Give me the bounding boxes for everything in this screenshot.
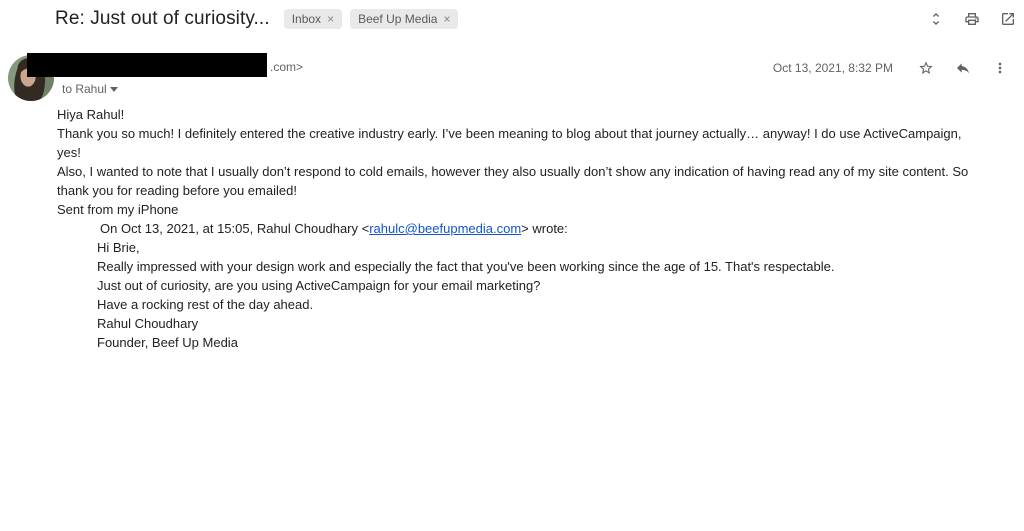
remove-label-icon[interactable]: × [443, 12, 451, 26]
message-header [0, 50, 1024, 105]
body-paragraph: Also, I wanted to note that I usually don’t respond to cold emails, however they also usually don’t show any indication of having read any of my site content. So thank you for reading before you emailed! [57, 164, 969, 198]
body-greeting: Hiya Rahul! [57, 107, 125, 122]
thread-toolbar [928, 11, 1020, 27]
quoted-email-link[interactable]: rahulc@beefupmedia.com [369, 221, 522, 236]
quoted-paragraph: Just out of curiosity, are you using ActiveCampaign for your email marketing? [97, 278, 541, 293]
attribution-suffix: > wrote: [521, 221, 568, 236]
signature-name: Rahul Choudhary [97, 316, 199, 331]
label-chip-text: Beef Up Media [358, 12, 438, 26]
attribution-prefix: On Oct 13, 2021, at 15:05, Rahul Choudhary < [100, 221, 370, 236]
label-chip-inbox[interactable] [284, 9, 342, 29]
print-icon[interactable] [964, 11, 980, 27]
open-in-new-window-icon[interactable] [1000, 11, 1016, 27]
label-chips [284, 9, 459, 29]
email-subject: Re: Just out of curiosity... [55, 8, 270, 29]
chevron-down-icon [110, 87, 118, 92]
recipient-details-toggle[interactable] [62, 82, 118, 96]
sent-from-line: Sent from my iPhone [57, 202, 179, 217]
more-options-icon[interactable] [992, 60, 1008, 76]
subject-bar [55, 8, 1020, 30]
label-chip-text: Inbox [291, 12, 322, 26]
quoted-message [57, 238, 985, 352]
star-icon[interactable] [918, 60, 934, 76]
reply-icon[interactable] [955, 60, 971, 76]
message-date: Oct 13, 2021, 8:32 PM [772, 61, 893, 75]
body-paragraph: Thank you so much! I definitely entered the creative industry early. I’ve been meaning to blog about that journey actually… anyway! I do use ActiveCampaign, yes! [57, 126, 962, 160]
signature-title: Founder, Beef Up Media [97, 335, 238, 350]
expand-all-icon[interactable] [928, 11, 944, 27]
quoted-signature [97, 314, 985, 352]
quoted-paragraph: Have a rocking rest of the day ahead. [97, 297, 314, 312]
quoted-paragraph: Really impressed with your design work and especially the fact that you've been working since the age of 15. That's respectable. [97, 259, 835, 274]
message-meta [773, 60, 1008, 76]
redacted-sender-name [27, 53, 267, 77]
quoted-attribution [57, 219, 985, 238]
message-body [57, 105, 985, 352]
remove-label-icon[interactable]: × [327, 12, 335, 26]
to-label: to Rahul [62, 82, 107, 96]
quoted-greeting: Hi Brie, [97, 240, 140, 255]
sender-email-suffix: .com> [270, 60, 304, 74]
label-chip-beef-up-media[interactable] [350, 9, 458, 29]
